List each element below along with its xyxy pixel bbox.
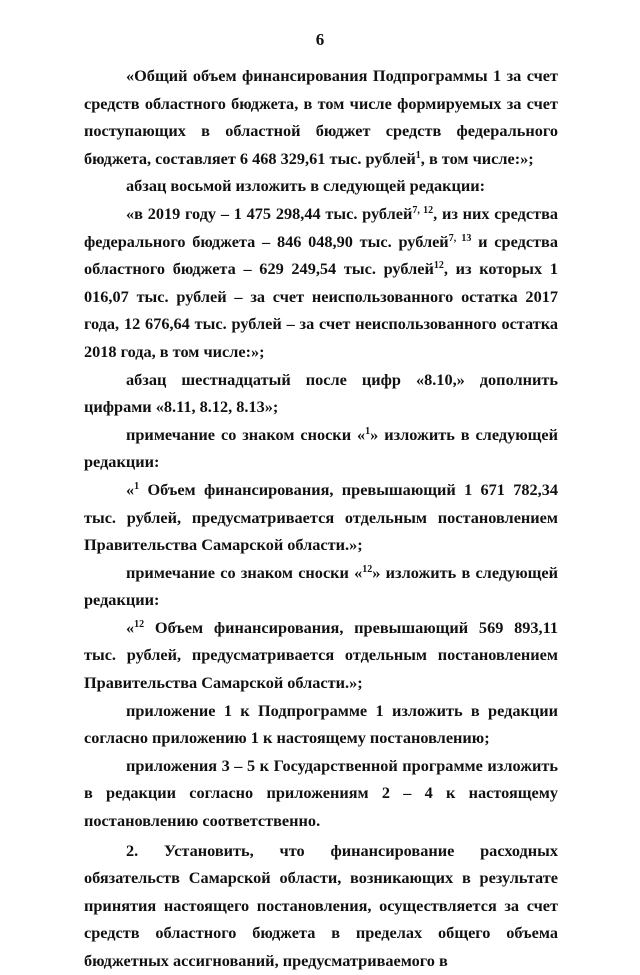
- paragraph-appendix-1: приложение 1 к Подпрограмме 1 изложить в редакции согласно приложению 1 к настоящему постановлению;: [84, 700, 558, 748]
- paragraph-2019-funding: «в 2019 году – 1 475 298,44 тыс. рублей$^{7, 12}$, из них средства федерального бюджета – 846 048,90 тыс. рублей$^{7, 13}$ и средства областного бюджета – 629 249,54 тыс. рублей$^{12}$, из которых 1 016,07 тыс. рублей – за счет неиспользованного остатка 2017 года, 12 676,64 тыс. рублей – за счет неиспользованного остатка 2018 года, в том числе:»;: [84, 203, 558, 361]
- paragraph-note-1-text: «$^1$ Объем финансирования, превышающий 1 671 782,34 тыс. рублей, предусматривается отдельным постановлением Правительства Самарской области.»;: [84, 479, 558, 555]
- footnote-mark: 1: [415, 149, 421, 161]
- footnote-mark: 1: [134, 480, 140, 492]
- footnote-mark: 7, 12: [412, 204, 434, 216]
- paragraph-note-12-text: «$^{12}$ Объем финансирования, превышающий 569 893,11 тыс. рублей, предусматривается отдельным постановлением Правительства Самарской области.»;: [84, 617, 558, 693]
- paragraph-note-12-intro: примечание со знаком сноски «$^{12}$» изложить в следующей редакции:: [84, 562, 558, 610]
- paragraph-amend-sixteenth: абзац шестнадцатый после цифр «8.10,» дополнить цифрами «8.11, 8.12, 8.13»;: [84, 369, 558, 417]
- page-number: 6: [315, 30, 325, 49]
- document-body: [84, 62, 558, 975]
- paragraph-amend-eighth: абзац восьмой изложить в следующей редакции:: [126, 176, 486, 196]
- paragraph-appendices-3-5: приложения 3 – 5 к Государственной программе изложить в редакции согласно приложениям 2 – 4 к настоящему постановлению соответственно.: [84, 755, 558, 831]
- paragraph-total-funding: «Общий объем финансирования Подпрограммы 1 за счет средств областного бюджета, в том числе формируемых за счет поступающих в областной бюджет средств федерального бюджета, составляет 6 468 329,61 тыс. рублей$^1$, в том числе:»;: [84, 66, 558, 168]
- footnote-mark: 12: [362, 563, 373, 575]
- paragraph-item-2: 2. Установить, что финансирование расходных обязательств Самарской области, возникающих в результате принятия настоящего постановления, осуществляется за счет средств областного бюджета в пределах общего объема бюджетных ассигнований, предусматриваемого в: [84, 840, 558, 970]
- footnote-mark: 7, 13: [448, 232, 472, 244]
- footnote-mark: 1: [365, 425, 371, 437]
- paragraph-note-1-intro: примечание со знаком сноски «$^1$» изложить в следующей редакции:: [84, 424, 559, 472]
- footnote-mark: 12: [433, 260, 444, 272]
- footnote-mark: 12: [134, 618, 145, 630]
